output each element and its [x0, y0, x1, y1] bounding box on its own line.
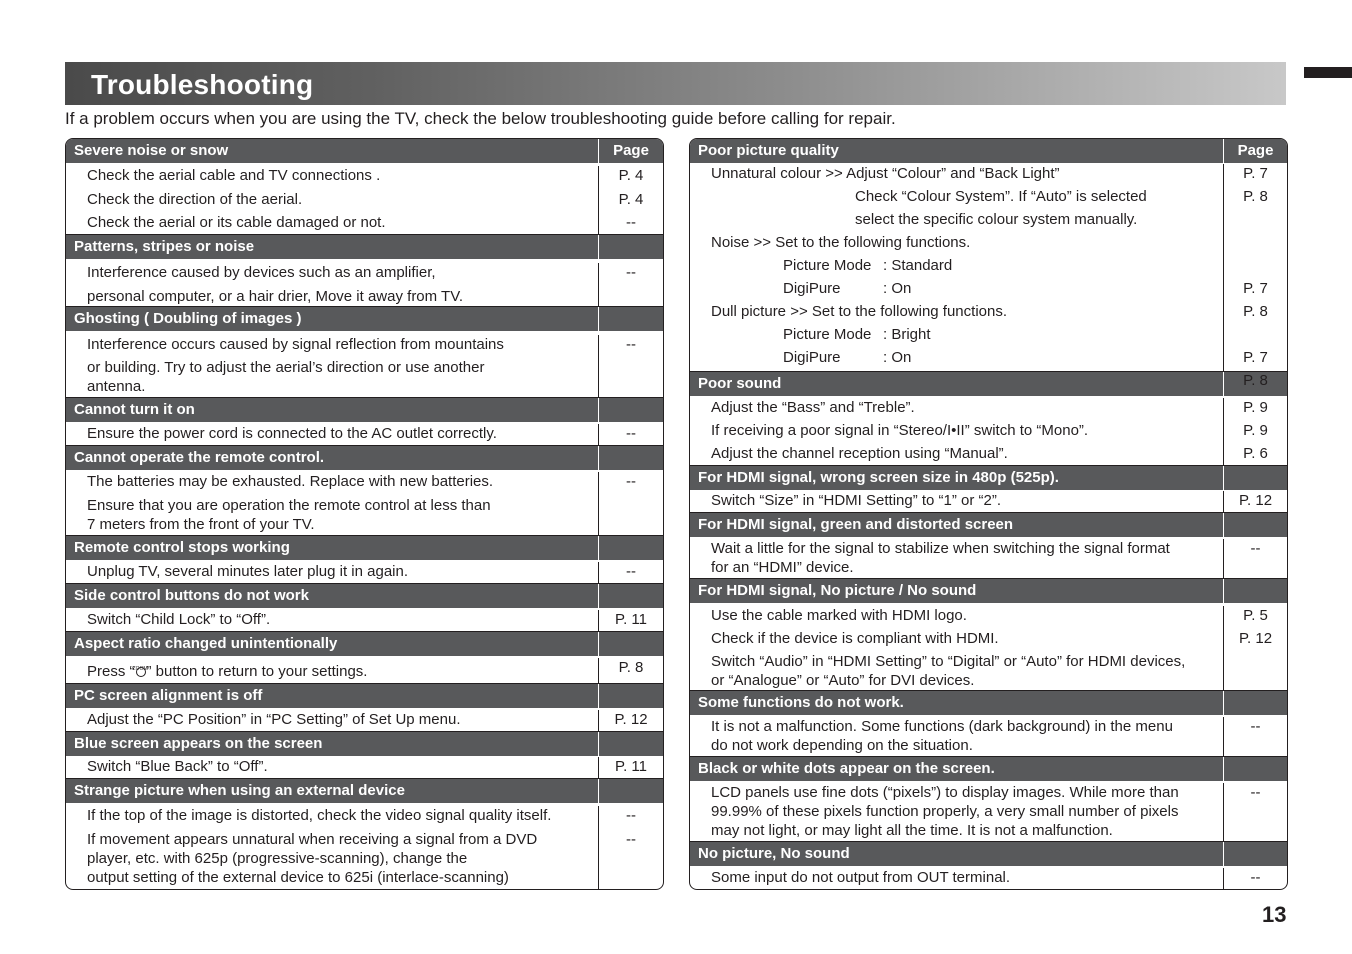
body-line: Some input do not output from OUT terminal. [711, 869, 1011, 886]
body-line: Press “ [87, 663, 135, 680]
section-title: Patterns, stripes or noise [74, 238, 255, 255]
section-body [66, 259, 663, 307]
body-line: select the specific colour system manually. [855, 211, 1138, 228]
body-line: It is not a malfunction. Some functions (dark background) in the menu [711, 718, 1173, 735]
section-header [66, 684, 663, 708]
page-ref: P. 6 [1243, 445, 1268, 462]
body-line: may not light, or may light all the time. It is not a malfunction. [711, 822, 1113, 839]
section-header [66, 536, 663, 560]
section-header [66, 779, 663, 803]
page-ref: P. 9 [1243, 422, 1268, 439]
page-number: 13 [1262, 902, 1287, 927]
page-ref: P. 7 [1243, 165, 1268, 182]
body-line: Noise >> Set to the following functions. [711, 234, 971, 251]
section-header [690, 757, 1287, 781]
body-line: Switch “Audio” in “HDMI Setting” to “Digital” or “Auto” for HDMI devices, [711, 653, 1186, 670]
intro-text: If a problem occurs when you are using the TV, check the below troubleshooting guide before calling for repair. [65, 109, 896, 128]
section-header [66, 139, 663, 163]
body-line: Check if the device is compliant with HDMI. [711, 630, 999, 647]
page-ref: -- [1250, 869, 1261, 886]
section-header [690, 579, 1287, 603]
section-body [66, 803, 663, 890]
page-ref: P. 9 [1243, 399, 1268, 416]
body-line: Ensure the power cord is connected to the AC outlet correctly. [87, 425, 497, 442]
body-line: Check the direction of the aerial. [87, 191, 303, 208]
section-body [66, 560, 663, 584]
section-title: Aspect ratio changed unintentionally [74, 635, 338, 652]
page-ref: -- [626, 473, 636, 490]
body-line: Switch “Child Lock” to “Off”. [87, 611, 271, 628]
section-title: No picture, No sound [698, 845, 850, 862]
body-line: personal computer, or a hair drier, Move it away from TV. [87, 288, 464, 305]
page-ref: -- [626, 563, 636, 580]
section-header [66, 398, 663, 422]
section-header [690, 513, 1287, 537]
body-line: Unplug TV, several minutes later plug it in again. [87, 563, 409, 580]
section-body [690, 396, 1287, 466]
body-line: Switch “Blue Back” to “Off”. [87, 758, 268, 775]
page-ref: -- [1250, 718, 1261, 735]
body-line: antenna. [87, 378, 146, 395]
page-ref: -- [626, 336, 636, 353]
section-body [66, 163, 663, 235]
page-ref: P. 8 [1243, 188, 1268, 205]
section-body [690, 537, 1287, 579]
body-line: DigiPure [783, 349, 841, 366]
page-ref: P. 12 [1238, 630, 1273, 647]
page-ref: P. 8 [1243, 303, 1268, 320]
section-body [66, 470, 663, 536]
section-title: Strange picture when using an external device [74, 782, 405, 799]
page-ref: P. 12 [614, 711, 648, 728]
section-header [690, 842, 1287, 866]
section-body [690, 490, 1287, 513]
section-title: Some functions do not work. [698, 694, 904, 711]
body-line: Adjust the “Bass” and “Treble”. [711, 399, 915, 416]
page-ref: P. 12 [1238, 492, 1273, 509]
page-ref: P. 4 [618, 167, 644, 184]
body-line: Adjust the “PC Position” in “PC Setting” of Set Up menu. [87, 711, 461, 728]
page-ref: P. 7 [1243, 349, 1268, 366]
section-body [690, 781, 1287, 842]
body-line: Picture Mode [783, 326, 872, 343]
body-line: Picture Mode [783, 257, 872, 274]
page-ref: -- [1250, 784, 1261, 801]
body-line: for an “HDMI” device. [711, 559, 854, 576]
section-title: For HDMI signal, wrong screen size in 480p (525p). [698, 469, 1059, 486]
page-ref: -- [1250, 540, 1261, 557]
page-column-header: Page [1223, 139, 1287, 163]
section-title: Poor sound [698, 375, 782, 392]
body-line: Interference occurs caused by signal reflection from mountains [87, 336, 504, 353]
body-line: Check the aerial or its cable damaged or not. [87, 214, 386, 231]
section-header [66, 235, 663, 259]
body-line: DigiPure [783, 280, 841, 297]
section-title: PC screen alignment is off [74, 687, 263, 704]
body-line: 7 meters from the front of your TV. [87, 516, 315, 533]
section-title: Remote control stops working [74, 539, 290, 556]
section-body [690, 715, 1287, 757]
edge-tab-marker [1304, 67, 1352, 78]
page-ref: -- [626, 831, 636, 848]
body-line: output setting of the external device to 625i (interlace-scanning) [87, 869, 509, 886]
page-ref: -- [626, 425, 636, 442]
section-body [66, 756, 663, 779]
body-line: or “Analogue” or “Auto” for DVI devices. [711, 672, 975, 689]
body-line: Switch “Size” in “HDMI Setting” to “1” or “2”. [711, 492, 1002, 509]
body-line: player, etc. with 625p (progressive-scanning), change the [87, 850, 468, 867]
page-ref: P. 8 [1243, 372, 1268, 389]
section-body [690, 866, 1287, 890]
section-body [66, 331, 663, 398]
body-line: Ensure that you are operation the remote control at less than [87, 497, 491, 514]
page-ref: P. 7 [1243, 280, 1268, 297]
body-line: If receiving a poor signal in “Stereo/I•II” switch to “Mono”. [711, 422, 1089, 439]
section-title: Ghosting ( Doubling of images ) [74, 310, 302, 327]
section-body [66, 708, 663, 732]
section-body [66, 422, 663, 446]
body-line: : On [883, 280, 912, 297]
section-header [66, 584, 663, 608]
body-line: : Bright [883, 326, 931, 343]
page-ref: P. 11 [615, 758, 647, 775]
body-line: Use the cable marked with HDMI logo. [711, 607, 967, 624]
body-line: Adjust the channel reception using “Manual”. [711, 445, 1008, 462]
section-title: Cannot operate the remote control. [74, 449, 325, 466]
section-title: Side control buttons do not work [74, 587, 309, 604]
body-line: do not work depending on the situation. [711, 737, 973, 754]
body-line: The batteries may be exhausted. Replace with new batteries. [87, 473, 494, 490]
body-line: Check the aerial cable and TV connections . [87, 167, 381, 184]
body-line: Unnatural colour >> Adjust “Colour” and “Back Light” [711, 165, 1060, 182]
body-line: If the top of the image is distorted, check the video signal quality itself. [87, 807, 552, 824]
section-header [690, 691, 1287, 715]
section-title: Cannot turn it on [74, 401, 195, 418]
zoom-button-icon [136, 667, 146, 677]
body-line: : Standard [883, 257, 953, 274]
page-ref: -- [626, 214, 636, 231]
section-body [690, 603, 1287, 691]
body-line: Check “Colour System”. If “Auto” is selected [855, 188, 1147, 205]
section-title: Blue screen appears on the screen [74, 735, 323, 752]
page-column-header: Page [598, 139, 663, 163]
page-ref: P. 11 [615, 611, 647, 628]
section-body [66, 608, 663, 632]
body-line: Wait a little for the signal to stabilize when switching the signal format [711, 540, 1170, 557]
body-line: : On [883, 349, 912, 366]
section-title: For HDMI signal, No picture / No sound [698, 582, 977, 599]
section-header [66, 307, 663, 331]
left-troubleshooting-table [65, 138, 664, 890]
title-bar [65, 62, 1286, 105]
right-troubleshooting-table [689, 138, 1288, 890]
page-ref: P. 4 [618, 191, 644, 208]
page-ref: P. 5 [1243, 607, 1268, 624]
section-body [66, 656, 663, 684]
section-title: Severe noise or snow [74, 142, 229, 159]
body-line: Interference caused by devices such as an amplifier, [87, 264, 436, 281]
section-title: Poor picture quality [698, 142, 839, 159]
section-header [66, 732, 663, 756]
section-header [66, 446, 663, 470]
section-title: Black or white dots appear on the screen. [698, 760, 995, 777]
page-ref: -- [626, 264, 636, 281]
section-title: For HDMI signal, green and distorted screen [698, 516, 1014, 533]
section-header [690, 466, 1287, 490]
body-line: ” button to return to your settings. [146, 663, 368, 680]
section-header [690, 372, 1287, 396]
section-header [66, 632, 663, 656]
body-line: or building. Try to adjust the aerial’s direction or use another [87, 359, 485, 376]
body-line: LCD panels use fine dots (“pixels”) to display images. While more than [711, 784, 1179, 801]
body-line: Dull picture >> Set to the following functions. [711, 303, 1008, 320]
body-line: 99.99% of these pixels function properly, a very small number of pixels [711, 803, 1179, 820]
page-title: Troubleshooting [91, 69, 314, 100]
page-ref: P. 8 [618, 659, 644, 676]
body-line: If movement appears unnatural when receiving a signal from a DVD [87, 831, 538, 848]
page-ref: -- [626, 807, 636, 824]
section-header [690, 139, 1287, 163]
